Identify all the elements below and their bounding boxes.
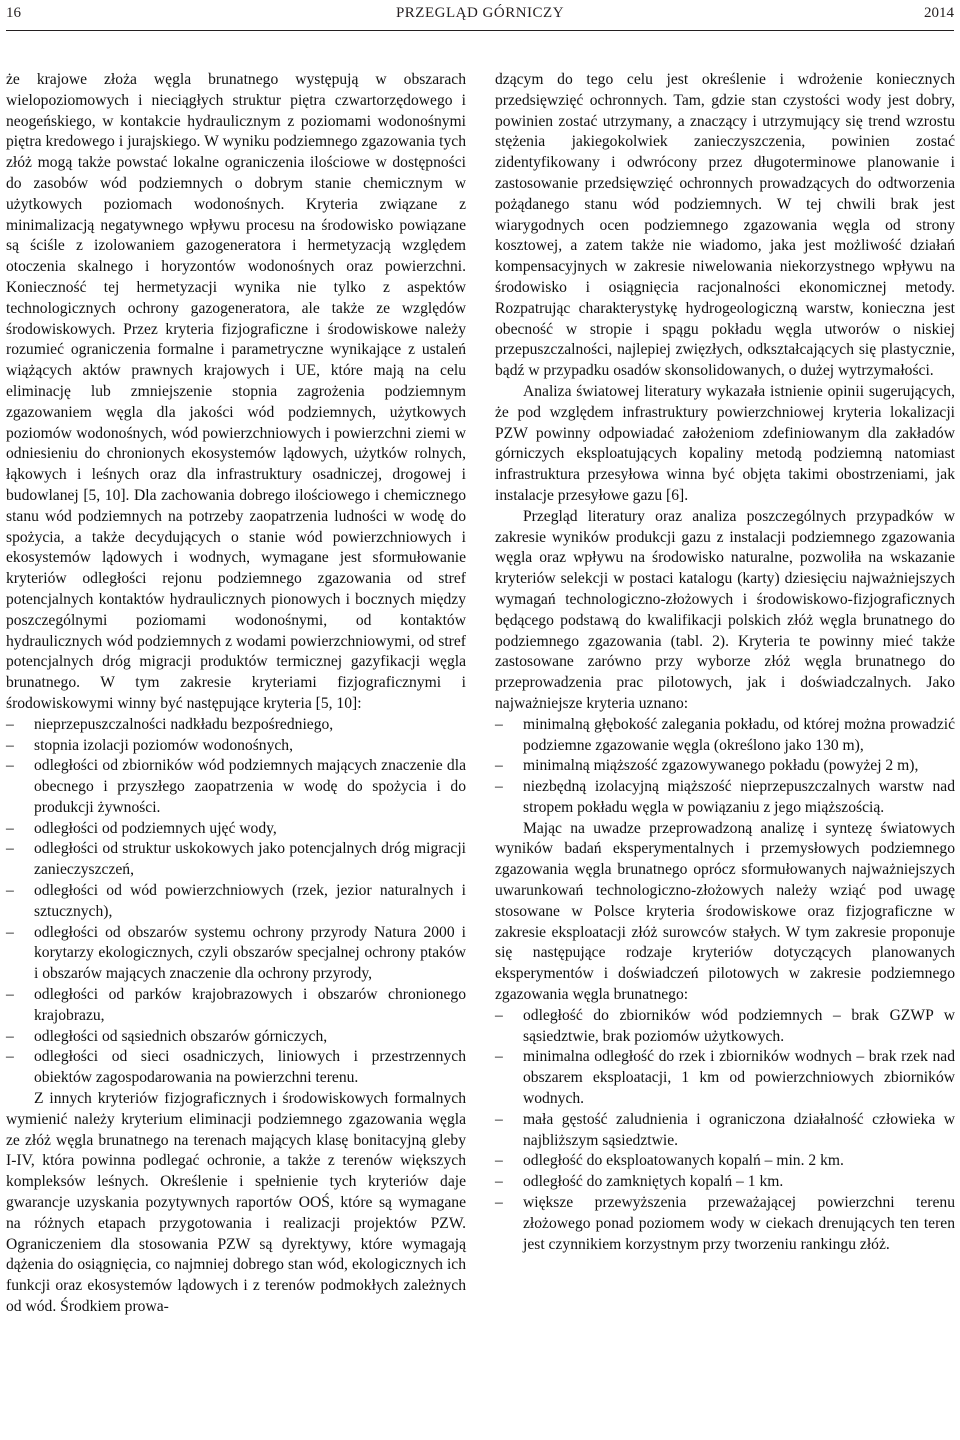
list-item: – odległości od sieci osadniczych, liniowych i przestrzennych obiektów zagospodarowania na powierzchni terenu. [6, 1048, 466, 1087]
list-item: – odległości od wód powierzchniowych (rzek, jezior naturalnych i sztucznych), [6, 882, 466, 920]
publication-year: 2014 [924, 5, 954, 21]
list-item-text: niezbędną izolacyjną miąższość nieprzepuszczalnych warstw nad stropem pokładu węgla w powiązaniu z jego miąższością. [523, 778, 955, 816]
list-item-text: odległość do eksploatowanych kopalń – min. 2 km. [523, 1152, 844, 1170]
list-item-text: minimalna odległość do rzek i zbiorników wodnych – brak rzek nad obszarem eksploatacji, 1 km od powierzchniowych zbiorników wodnych. [523, 1048, 955, 1108]
list-item-text: stopnia izolacji poziomów wodonośnych, [34, 736, 293, 754]
list-item-text: odległości od obszarów systemu ochrony przyrody Natura 2000 i korytarzy ekologicznych, czyli obszarów specjalnej ochrony ptaków i obszarów mających znaczenie dla ochrony przyrody, [34, 923, 466, 983]
list-item: – odległości od parków krajobrazowych i obszarów chronionego krajobrazu, [6, 986, 466, 1024]
list-item: – niezbędną izolacyjną miąższość nieprzepuszczalnych warstw nad stropem pokładu węgla w powiązaniu z jego miąższością. [495, 778, 955, 816]
paragraph: Analiza światowej literatury wykazała istnienie opinii sugerujących, że pod względem infrastruktury powierzchniowej kryteria lokalizacji PZW powinny odpowiadać założeniom zdefiniowanym dla zakładów górniczych eksploatujących kopaliny metodą podziemną natomiast infrastruktura przesyłowa winna być objęta takimi obostrzeniami, jak instalacje przesyłowe gazu [6]. [495, 382, 955, 504]
paragraph: że krajowe złoża węgla brunatnego występują w obszarach wielopoziomowych i nieciągłych struktur piętra czwartorzędowego i neogeńskiego, w kontakcie hydraulicznym z poziomami wodonośnymi piętra kredowego i jurajskiego. W wyniku podziemnego zgazowania tych złóż mogą także powstać lokalne ograniczenia ilościowe w dostępności do zasobów wód podziemnych o dobrym stanie chemicznym w użytkowych poziomach wodonośnych. Kryteria związane z minimalizacją negatywnego wpływu procesu na środowisko powiązane są ściśle z izolowaniem gazogeneratora i hermetyzacją względem otoczenia skalnego i horyzontów wodonośnych oraz powierzchni. Konieczność tej hermetyzacji wynika nie tylko z aspektów technologicznych ochrony gazogeneratora, ale także ze względów środowiskowych. Przez kryteria fizjograficzne i środowiskowe należy rozumieć ograniczenia formalne i parametryczne wynikające z ustaleń wiążących aktów prawnych krajowych i UE, które mają na celu eliminację lub zmniejszenie stopnia zagrożenia podziemnym zgazowaniem węgla dla jakości wód podziemnych, użytkowych poziomów wodonośnych, wód powierzchniowych i powierzchni ziemi w odniesieniu do chronionych ekosystemów lądowych, użytków rolnych, łąkowych i leśnych oraz dla infrastruktury osadniczej, drogowej i budowlanej [5, 10]. Dla zachowania dobrego ilościowego i chemicznego stanu wód podziemnych na potrzeby zaopatrzenia ludności w wodę do spożycia, a także decydujących o stanie wód powierzchniowych i ekosystemów lądowych i wodnych, wymagane jest sformułowanie kryteriów odległości rejonu podziemnego zgazowania od stref potencjalnych kontaktów hydraulicznych pionowych i bocznych między poszczególnymi poziomami wodonośnymi, od kontaktów hydraulicznych wód podziemnych z wodami powierzchniowymi, od stref potencjalnych dróg migracji produktów termicznej gazyfikacji węgla brunatnego. W tym zakresie kryteriami fizjograficznymi i środowiskowymi winny być następujące kryteria [5, 10]: [6, 71, 466, 712]
page-header [6, 2, 954, 26]
list-item: – stopnia izolacji poziomów wodonośnych, [6, 736, 293, 754]
list-item-text: mała gęstość zaludnienia i ograniczona działalność człowieka w najbliższym sąsiedztwie. [523, 1110, 955, 1149]
list-item-text: odległość do zamkniętych kopalń – 1 km. [523, 1173, 784, 1191]
list-item: – większe przewyższenia przeważającej powierzchni terenu złożowego ponad poziomem wody w ciekach drenujących ten teren jest czynnikiem korzystnym przy tworzeniu rankingu złóż. [495, 1194, 955, 1253]
paragraph: Mając na uwadze przeprowadzoną analizę i syntezę światowych wyników badań eksperymentalnych i przemysłowych podziemnego zgazowania węgla brunatnego oprócz sformułowanych najważniejszych uwarunkowań technologiczno-złożowych należy wziąć pod uwagę stosowane w Polsce kryteria środowiskowe oraz fizjograficzne w zakresie eksploatacji złóż surowców stałych. W tym zakresie proponuje się następujące rodzaje kryteriów dotyczących planowanych eksperymentów i doświadczeń pilotowych w zakresie podziemnego zgazowania węgla brunatnego: [495, 819, 955, 1004]
list-item-text: odległości od sieci osadniczych, liniowych i przestrzennych obiektów zagospodarowania na powierzchni terenu. [34, 1048, 466, 1087]
list-item-text: odległości od parków krajobrazowych i obszarów chronionego krajobrazu, [34, 986, 466, 1024]
left-column [6, 70, 466, 1318]
header-rule [6, 30, 954, 31]
list-item: – odległości od struktur uskokowych jako potencjalnych dróg migracji zanieczyszczeń, [6, 840, 466, 879]
list-item: – minimalną miąższość zgazowywanego pokładu (powyżej 2 m), [495, 757, 919, 775]
pilot-criteria-list [495, 1006, 955, 1256]
list-item: – mała gęstość zaludnienia i ograniczona działalność człowieka w najbliższym sąsiedztwie. [495, 1110, 955, 1149]
paragraph: dzącym do tego celu jest określenie i wdrożenie koniecznych przedsięwzięć ochronnych. Tam, gdzie stan czystości wody jest dobry, powinien zostać utrzymany, a znaczący i utrzymujący się trend wzrostu stężenia jakiegokolwiek zanieczyszczenia, powinien zostać zidentyfikowany i odwrócony przez długoterminowe planowanie i zastosowanie przedsięwzięć ochronnych prowadzących do odtworzenia pożądanego stanu wód podziemnych. W tej chwili brak jest wiarygodnych ocen podziemnego zgazowania węgla od strony kosztowej, a zatem także nie wiadomo, jaka jest możliwość działań kompensacyjnych w zakresie niwelowania niekorzystnego wpływu na środowisko i osiągnięcia racjonalności ekonomicznej metody. Rozpatrując charakterystykę hydrogeologiczną warstw, konieczna jest obecność w stropie i spągu pokładu węgla utworów o niskiej przepuszczalności, najlepiej zwięzłych, odkształcających się plastycznie, bądź w przypadku osadów skonsolidowanych, o dużej wytrzymałości. [495, 71, 955, 380]
list-item: – minimalna odległość do rzek i zbiorników wodnych – brak rzek nad obszarem eksploatacji, 1 km od powierzchniowych zbiorników wodnych. [495, 1048, 955, 1108]
key-criteria-list [495, 715, 955, 819]
list-item: – odległość do eksploatowanych kopalń – min. 2 km. [495, 1152, 844, 1170]
list-item-text: odległość do zbiorników wód podziemnych – brak GZWP w sąsiedztwie, brak poziomów użytkowych. [523, 1006, 955, 1045]
criteria-list [6, 715, 466, 1089]
paragraph: Przegląd literatury oraz analiza poszczególnych przypadków w zakresie wyników produkcji gazu z instalacji podziemnego zgazowania węgla oraz wpływu na środowisko naturalne, pozwoliła na wskazanie kryteriów selekcji w postaci katalogu (karty) dziesięciu najważniejszych wymagań technologiczno-złożowych i środowiskowo-fizjograficznych będącego podstawą do kwalifikacji polskich złóż węgla brunatnego do podziemnego zgazowania (tabl. 2). Kryteria te powinny mieć także zastosowane zarówno przy wyborze złóż węgla brunatnego do przeprowadzenia prac pilotowych, jak i doświadczalnych. Jako najważniejsze kryteria uznano: [495, 507, 955, 712]
list-item: – minimalną głębokość zalegania pokładu, od której można prowadzić podziemne zgazowanie węgla (określono jako 130 m), [495, 715, 955, 754]
list-item: – odległość do zamkniętych kopalń – 1 km. [495, 1173, 784, 1191]
right-column [495, 70, 955, 1255]
list-item: – odległości od zbiorników wód podziemnych mających znaczenie dla obecnego i przyszłego zaopatrzenia w wodę do spożycia i do produkcji żywności. [6, 757, 466, 816]
list-item-text: odległości od struktur uskokowych jako potencjalnych dróg migracji zanieczyszczeń, [34, 840, 466, 879]
paragraph: Z innych kryteriów fizjograficznych i środowiskowych formalnych wymienić należy kryterium eliminacji podziemnego zgazowania węgla ze złóż węgla brunatnego na terenach mających klasę bonitacyjną gleby I-IV, która powinna podlegać ochronie, a także z terenów większych kompleksów leśnych. Określenie i spełnienie tych kryteriów daje gwarancje uzyskania pozytywnych raportów OOŚ, które są wymagane na różnych etapach przygotowania i realizacji projektów PZW. Ograniczeniem dla stosowania PZW są dyrektywy, które wymagają dążenia do osiągnięcia, co najmniej dobrego stan wód, ekologicznych ich funkcji oraz ekosystemów lądowych i z terenów podmokłych zależnych od wód. Środkiem prowa- [6, 1090, 466, 1316]
list-item: – nieprzepuszczalności nadkładu bezpośredniego, [6, 715, 334, 733]
list-item-text: odległości od podziemnych ujęć wody, [34, 819, 277, 837]
list-item-text: minimalną głębokość zalegania pokładu, od której można prowadzić podziemne zgazowanie węgla (określono jako 130 m), [523, 715, 955, 754]
list-item: – odległości od obszarów systemu ochrony przyrody Natura 2000 i korytarzy ekologicznych, czyli obszarów specjalnej ochrony ptaków i obszarów mających znaczenie dla ochrony przyrody, [6, 923, 466, 983]
list-item: – odległości od sąsiednich obszarów górniczych, [6, 1027, 328, 1045]
list-item: – odległości od podziemnych ujęć wody, [6, 819, 277, 837]
list-item-text: minimalną miąższość zgazowywanego pokładu (powyżej 2 m), [523, 757, 919, 775]
list-item-text: nieprzepuszczalności nadkładu bezpośredniego, [34, 715, 334, 733]
list-item-text: odległości od zbiorników wód podziemnych mających znaczenie dla obecnego i przyszłego zaopatrzenia w wodę do spożycia i do produkcji żywności. [34, 757, 466, 816]
page-number: 16 [6, 5, 21, 21]
list-item-text: odległości od wód powierzchniowych (rzek, jezior naturalnych i sztucznych), [34, 882, 466, 920]
list-item: – odległość do zbiorników wód podziemnych – brak GZWP w sąsiedztwie, brak poziomów użytkowych. [495, 1006, 955, 1045]
list-item-text: większe przewyższenia przeważającej powierzchni terenu złożowego ponad poziomem wody w ciekach drenujących ten teren jest czynnikiem korzystnym przy tworzeniu rankingu złóż. [523, 1194, 955, 1253]
journal-title: PRZEGLĄD GÓRNICZY [395, 5, 565, 21]
list-item-text: odległości od sąsiednich obszarów górniczych, [34, 1027, 328, 1045]
